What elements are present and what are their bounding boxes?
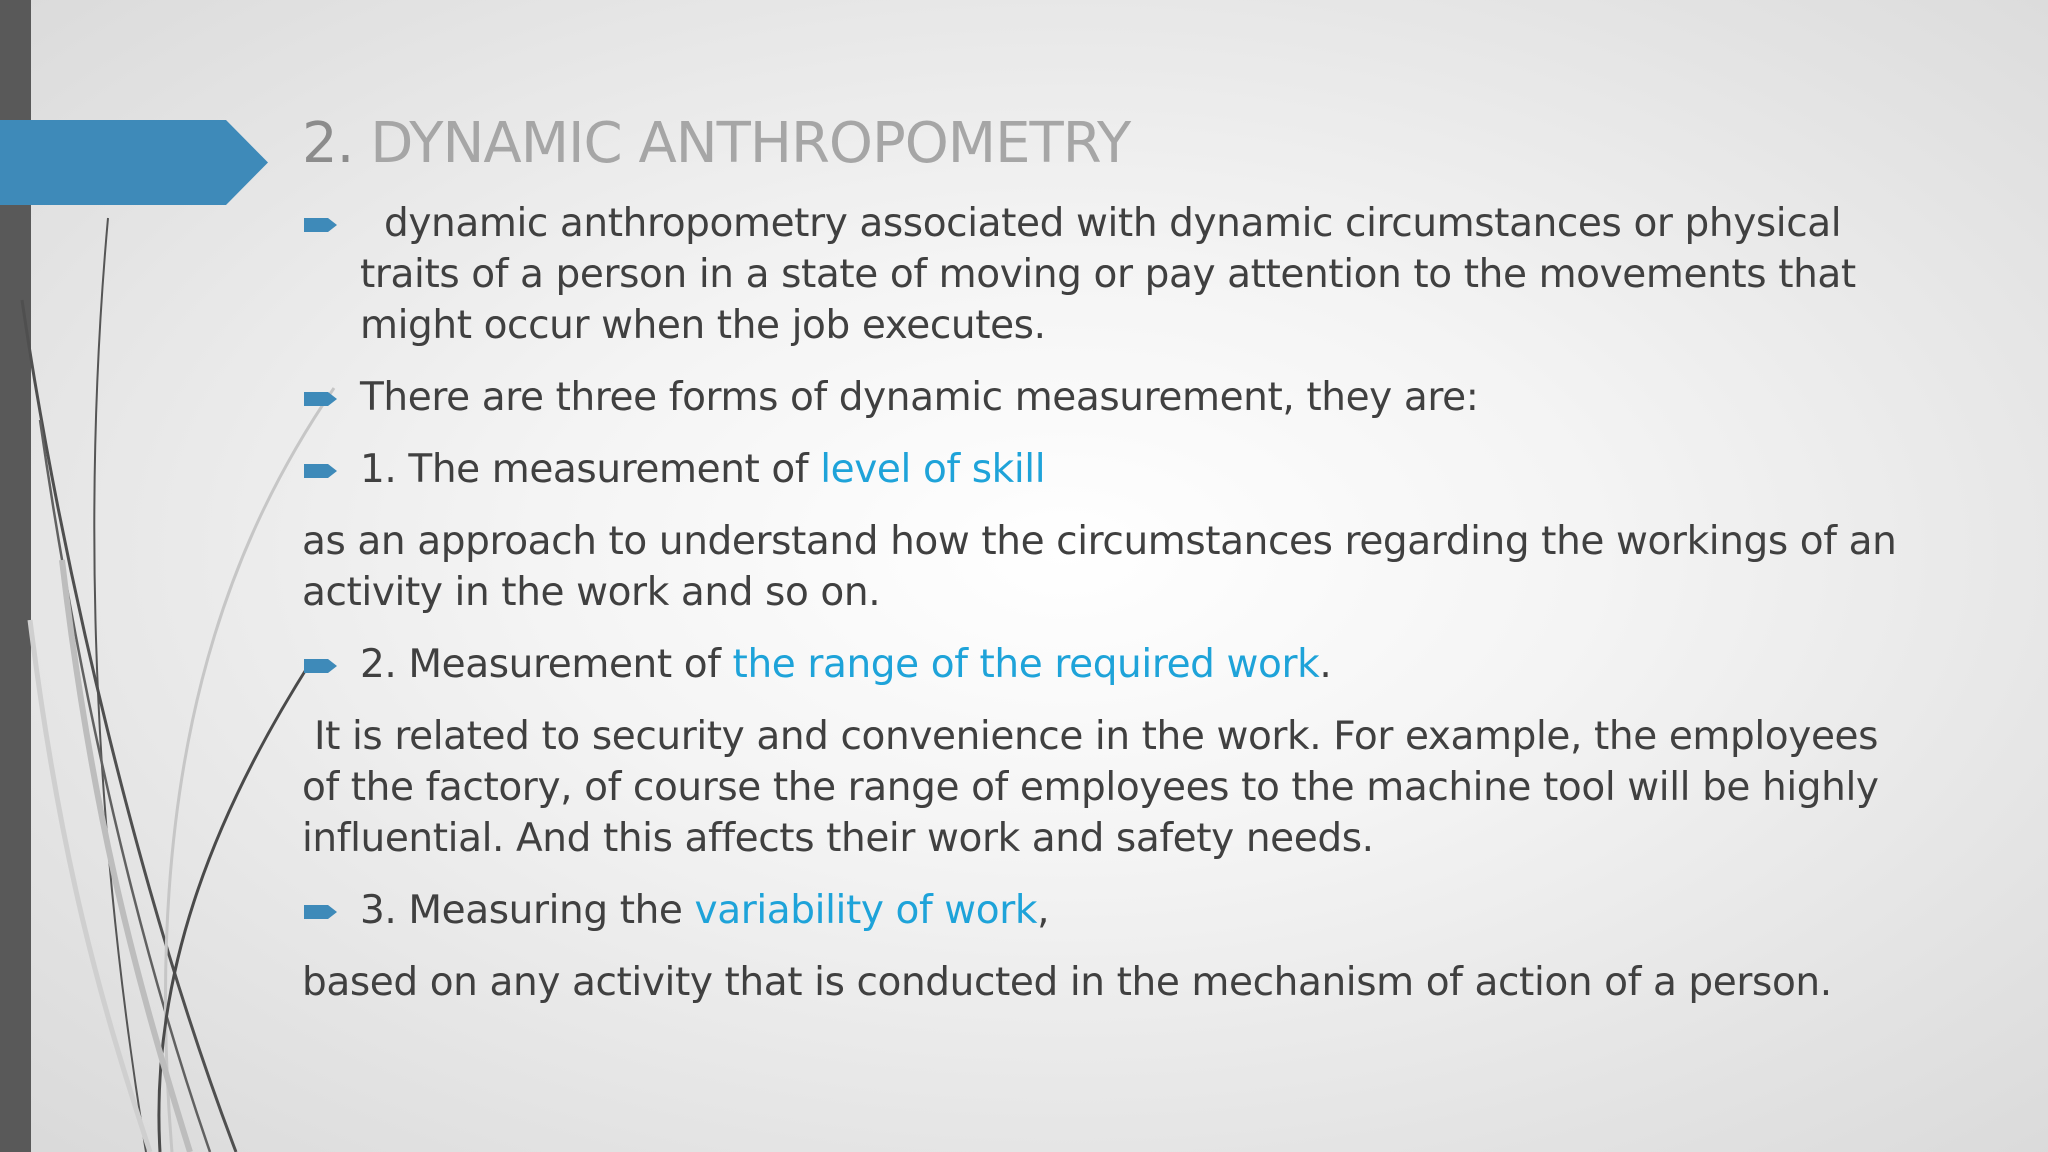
slide-title [302, 108, 1130, 180]
bullet-item [302, 444, 1922, 495]
title-number: 2. [302, 111, 354, 176]
bullet-text-suffix: , [1037, 888, 1050, 933]
highlight-text: variability of work [694, 888, 1038, 933]
paragraph: It is related to security and convenience in the work. For example, the employees of the factory, of course the range of employees to the machine tool will be highly influential. And this affects their work and safety needs. [302, 714, 1891, 861]
bullet-text: dynamic anthropometry associated with dynamic circumstances or physical traits of a person in a state of moving or pay attention to the movements that might occur when the job executes. [360, 201, 1868, 348]
bullet-text: 3. Measuring the [360, 888, 695, 933]
slide-content [302, 198, 1922, 1029]
title-accent-tab [0, 120, 268, 205]
right-arrow-bullet-icon [304, 658, 338, 674]
paragraph: as an approach to understand how the circumstances regarding the workings of an activity in the work and so on. [302, 519, 1897, 615]
bullet-text: 2. Measurement of [360, 642, 733, 687]
right-arrow-bullet-icon [304, 463, 338, 479]
bullet-text-suffix: . [1319, 642, 1332, 687]
right-arrow-bullet-icon [304, 217, 338, 233]
bullet-item [302, 885, 1922, 936]
bullet-text: There are three forms of dynamic measurement, they are: [360, 375, 1479, 420]
bullet-text: 1. The measurement of [360, 447, 821, 492]
bullet-item [302, 198, 1922, 351]
bullet-item [302, 639, 1922, 690]
highlight-text: level of skill [820, 447, 1046, 492]
bullet-item [302, 372, 1922, 423]
paragraph: based on any activity that is conducted in the mechanism of action of a person. [302, 960, 1832, 1005]
right-arrow-bullet-icon [304, 391, 338, 407]
highlight-text: the range of the required work [732, 642, 1320, 687]
right-arrow-bullet-icon [304, 904, 338, 920]
title-text: DYNAMIC ANTHROPOMETRY [353, 111, 1131, 176]
